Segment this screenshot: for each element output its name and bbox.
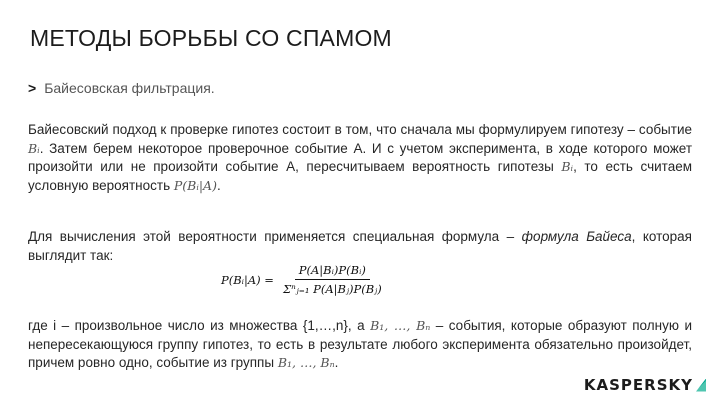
logo-mark-icon xyxy=(696,379,706,392)
chevron-right-icon: > xyxy=(28,80,37,96)
formula-denominator: Σⁿⱼ₌₁ P(A|Bⱼ)P(Bⱼ) xyxy=(282,282,382,296)
p3-math-events-2: B₁, …, Bₙ xyxy=(277,355,335,370)
bayes-formula xyxy=(221,263,386,296)
p1-math-bi: Bᵢ xyxy=(28,140,40,156)
p3-text-1: где i – произвольное число из множества {1,…,n}, а xyxy=(28,318,371,333)
paragraph-bayes-approach xyxy=(28,121,692,195)
p1-text-2: . Затем берем некоторое проверочное событие А. И с учетом эксперимента, в ходе которого может произойти или не произойти событие А, пересчитываем вероятность гипотезы xyxy=(28,140,692,174)
p1-math-bi-2: Bᵢ xyxy=(561,159,574,174)
slide-title: МЕТОДЫ БОРЬБЫ СО СПАМОМ xyxy=(30,25,392,51)
bullet-text: Байесовская фильтрация. xyxy=(44,80,215,96)
p2-text-1: Для вычисления этой вероятности применяется специальная формула – xyxy=(28,229,522,244)
p2-formula-name: формула Байеса xyxy=(521,229,632,244)
p3-text-3: . xyxy=(334,355,339,370)
formula-lhs: P(Bᵢ|A) = xyxy=(221,272,274,287)
kaspersky-logo xyxy=(584,376,706,394)
p3-text-2: – события, которые образуют полную и непересекающуюся группу гипотез, то есть в результате любого эксперимента обязательно произойдет, причем ровно одно, событие из группы xyxy=(28,318,692,370)
p3-math-events: B₁, …, Bₙ xyxy=(370,318,431,333)
paragraph-formula-intro xyxy=(28,228,692,265)
p1-text-3: , то есть считаем условную вероятность xyxy=(28,159,692,193)
paragraph-hypotheses xyxy=(28,317,692,373)
formula-fraction xyxy=(279,263,386,296)
bullet-item xyxy=(28,80,215,96)
logo-text: KASPERSKY xyxy=(583,376,693,394)
p1-text-1: Байесовский подход к проверке гипотез состоит в том, что сначала мы формулируем гипотезу – событие xyxy=(28,122,692,137)
formula-numerator: P(A|Bᵢ)P(Bᵢ) xyxy=(295,263,370,280)
p1-math-conditional: P(Bᵢ|A) xyxy=(173,177,217,193)
p1-text-4: . xyxy=(216,177,221,193)
p2-text-2: , которая выглядит так: xyxy=(28,229,692,263)
